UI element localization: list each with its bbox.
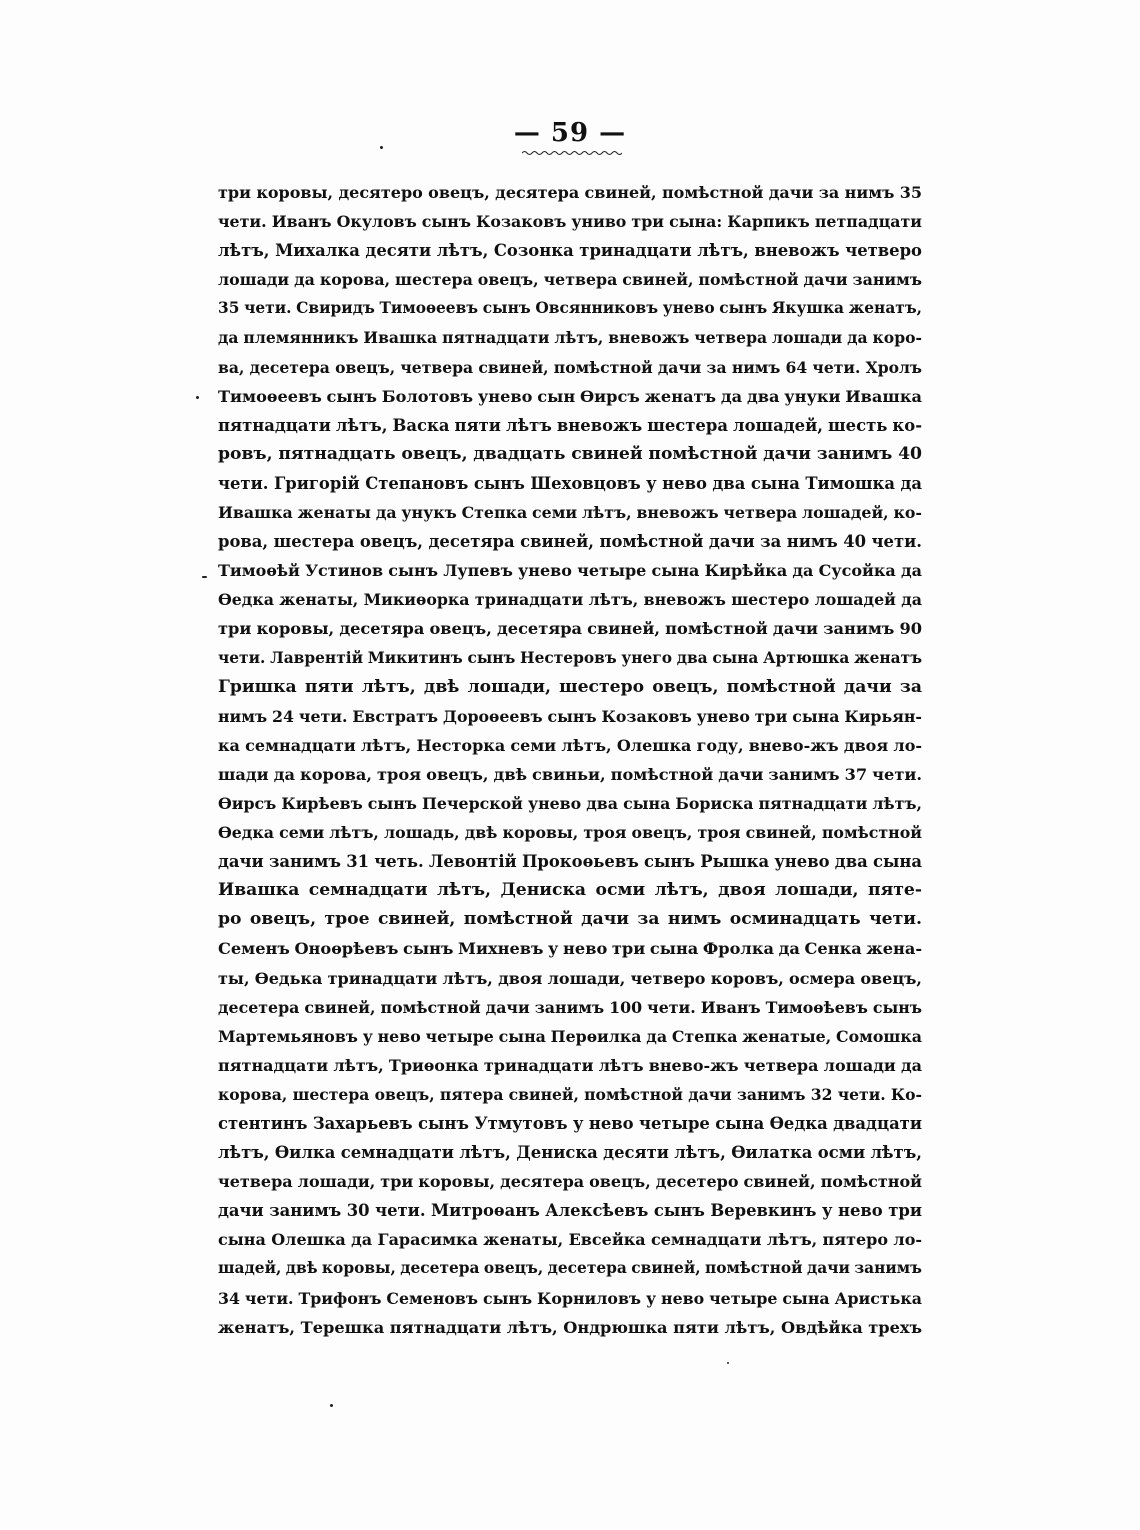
text-line: Мартемьяновъ у нево четыре сына Перѳилка да Степка женатые, Сомошка <box>218 1026 922 1046</box>
text-line: ровъ, пятнадцать овецъ, двадцать свиней помѣстной дачи занимъ 40 <box>218 443 922 464</box>
text-line: стентинъ Захарьевъ сынъ Утмутовъ у нево четыре сына Ѳедка двадцати <box>218 1114 922 1133</box>
text-line: четвера лошади, три коровы, десятера овецъ, десетеро свиней, помѣстной <box>218 1172 922 1192</box>
text-line: лошади да корова, шестера овецъ, четвера свиней, помѣстной дачи занимъ <box>218 270 922 290</box>
page-number-flourish <box>522 150 622 156</box>
text-line: Ивашка семнадцати лѣтъ, Дениска осми лѣтъ, двоя лошади, пяте- <box>218 880 922 901</box>
text-line: рова, шестера овецъ, десетяра свиней, помѣстной дачи за нимъ 40 чети. <box>218 532 922 552</box>
text-line: 35 чети. Свиридъ Тимоѳеевъ сынъ Овсянниковъ унево сынъ Якушка женатъ, <box>218 299 922 318</box>
text-line: чети. Иванъ Окуловъ сынъ Козаковъ униво три сына: Карпикъ петпадцати <box>218 212 922 232</box>
text-line: лѣтъ, Михалка десяти лѣтъ, Созонка тринадцати лѣтъ, вневожъ четверо <box>218 241 922 261</box>
text-line: сына Олешка да Гарасимка женаты, Евсейка семнадцати лѣтъ, пятеро ло- <box>218 1230 922 1250</box>
text-line: Семенъ Оноѳрѣевъ сынъ Михневъ у нево три сына Фролка да Сенка жена- <box>218 939 923 959</box>
text-line: ро овецъ, трое свиней, помѣстной дачи за нимъ осминадцать чети. <box>218 909 922 930</box>
text-line: три коровы, десятеро овецъ, десятера свиней, помѣстной дачи за нимъ 35 <box>218 183 922 202</box>
text-line: дачи занимъ 30 чети. Митроѳанъ Алексѣевъ сынъ Веревкинъ у нево три <box>218 1201 922 1221</box>
text-line: Ѳирсъ Кирѣевъ сынъ Печерской унево два сына Бориска пятнадцати лѣтъ, <box>218 793 922 813</box>
text-line: ка семнадцати лѣтъ, Несторка семи лѣтъ, Олешка году, внево-жъ двоя ло- <box>218 735 922 755</box>
ink-speck <box>202 576 207 578</box>
text-line: Ѳедка семи лѣтъ, лошадь, двѣ коровы, троя овецъ, троя свиней, помѣстной <box>218 823 922 843</box>
text-line: Тимоѳѣй Устинов сынъ Лупевъ унево четыре сына Кирѣйка да Сусойка да <box>218 561 922 581</box>
text-line: да племянникъ Ивашка пятнадцати лѣтъ, вневожъ четвера лошади да коро- <box>218 328 922 348</box>
text-line: три коровы, десетяра овецъ, десетяра свиней, помѣстной дачи занимъ 90 <box>218 619 922 639</box>
text-line: чети. Лаврентій Микитинъ сынъ Нестеровъ унего два сына Артюшка женатъ <box>218 648 922 667</box>
page-number: — 59 — <box>513 118 627 148</box>
text-line: шади да корова, троя овецъ, двѣ свиньи, помѣстной дачи занимъ 37 чети. <box>218 764 922 784</box>
text-line: Ивашка женаты да унукъ Степка семи лѣтъ, вневожъ четвера лошадей, ко- <box>218 503 922 523</box>
text-line: пятнадцати лѣтъ, Триѳонка тринадцати лѣтъ внево-жъ четвера лошади да <box>218 1055 922 1075</box>
ink-speck <box>727 1362 729 1364</box>
text-line: десетера свиней, помѣстной дачи занимъ 100 чети. Иванъ Тимоѳѣевъ сынъ <box>218 997 922 1017</box>
text-line: шадей, двѣ коровы, десетера овецъ, десетера свиней, помѣстной дачи занимъ <box>218 1259 922 1278</box>
body-text <box>218 178 922 1342</box>
text-line: корова, шестера овецъ, пятера свиней, помѣстной дачи занимъ 32 чети. Ко- <box>218 1084 922 1104</box>
ink-speck <box>380 146 383 149</box>
text-line: чети. Григорій Степановъ сынъ Шеховцовъ у нево два сына Тимошка да <box>218 473 922 493</box>
text-line: Гришка пяти лѣтъ, двѣ лошади, шестеро овецъ, помѣстной дачи за <box>218 676 922 697</box>
ink-speck <box>330 1404 333 1407</box>
ink-speck <box>196 396 199 399</box>
text-line: Тимоѳеевъ сынъ Болотовъ унево сын Ѳирсъ женатъ да два унуки Ивашка <box>218 386 922 406</box>
text-line: ты, Ѳедька тринадцати лѣтъ, двоя лошади, четверо коровъ, осмера овецъ, <box>218 968 922 988</box>
text-line: ва, десетера овецъ, четвера свиней, помѣстной дачи за нимъ 64 чети. Хролъ <box>218 357 922 377</box>
text-line: 34 чети. Трифонъ Семеновъ сынъ Корниловъ у нево четыре сына Аристька <box>218 1288 922 1308</box>
text-line: Ѳедка женаты, Микиѳорка тринадцати лѣтъ, вневожъ шестеро лошадей да <box>218 590 922 610</box>
text-line: пятнадцати лѣтъ, Васка пяти лѣтъ вневожъ шестера лошадей, шесть ко- <box>218 415 922 435</box>
text-line: женатъ, Терешка пятнадцати лѣтъ, Ондрюшка пяти лѣтъ, Овдѣйка трехъ <box>218 1317 922 1337</box>
text-line: нимъ 24 чети. Евстратъ Дороѳеевъ сынъ Козаковъ унево три сына Кирьян- <box>218 706 922 726</box>
text-line: лѣтъ, Ѳилка семнадцати лѣтъ, Дениска десяти лѣтъ, Ѳилатка осми лѣтъ, <box>218 1143 922 1163</box>
text-line: дачи занимъ 31 четь. Левонтій Прокоѳьевъ сынъ Рышка унево два сына <box>218 852 922 872</box>
